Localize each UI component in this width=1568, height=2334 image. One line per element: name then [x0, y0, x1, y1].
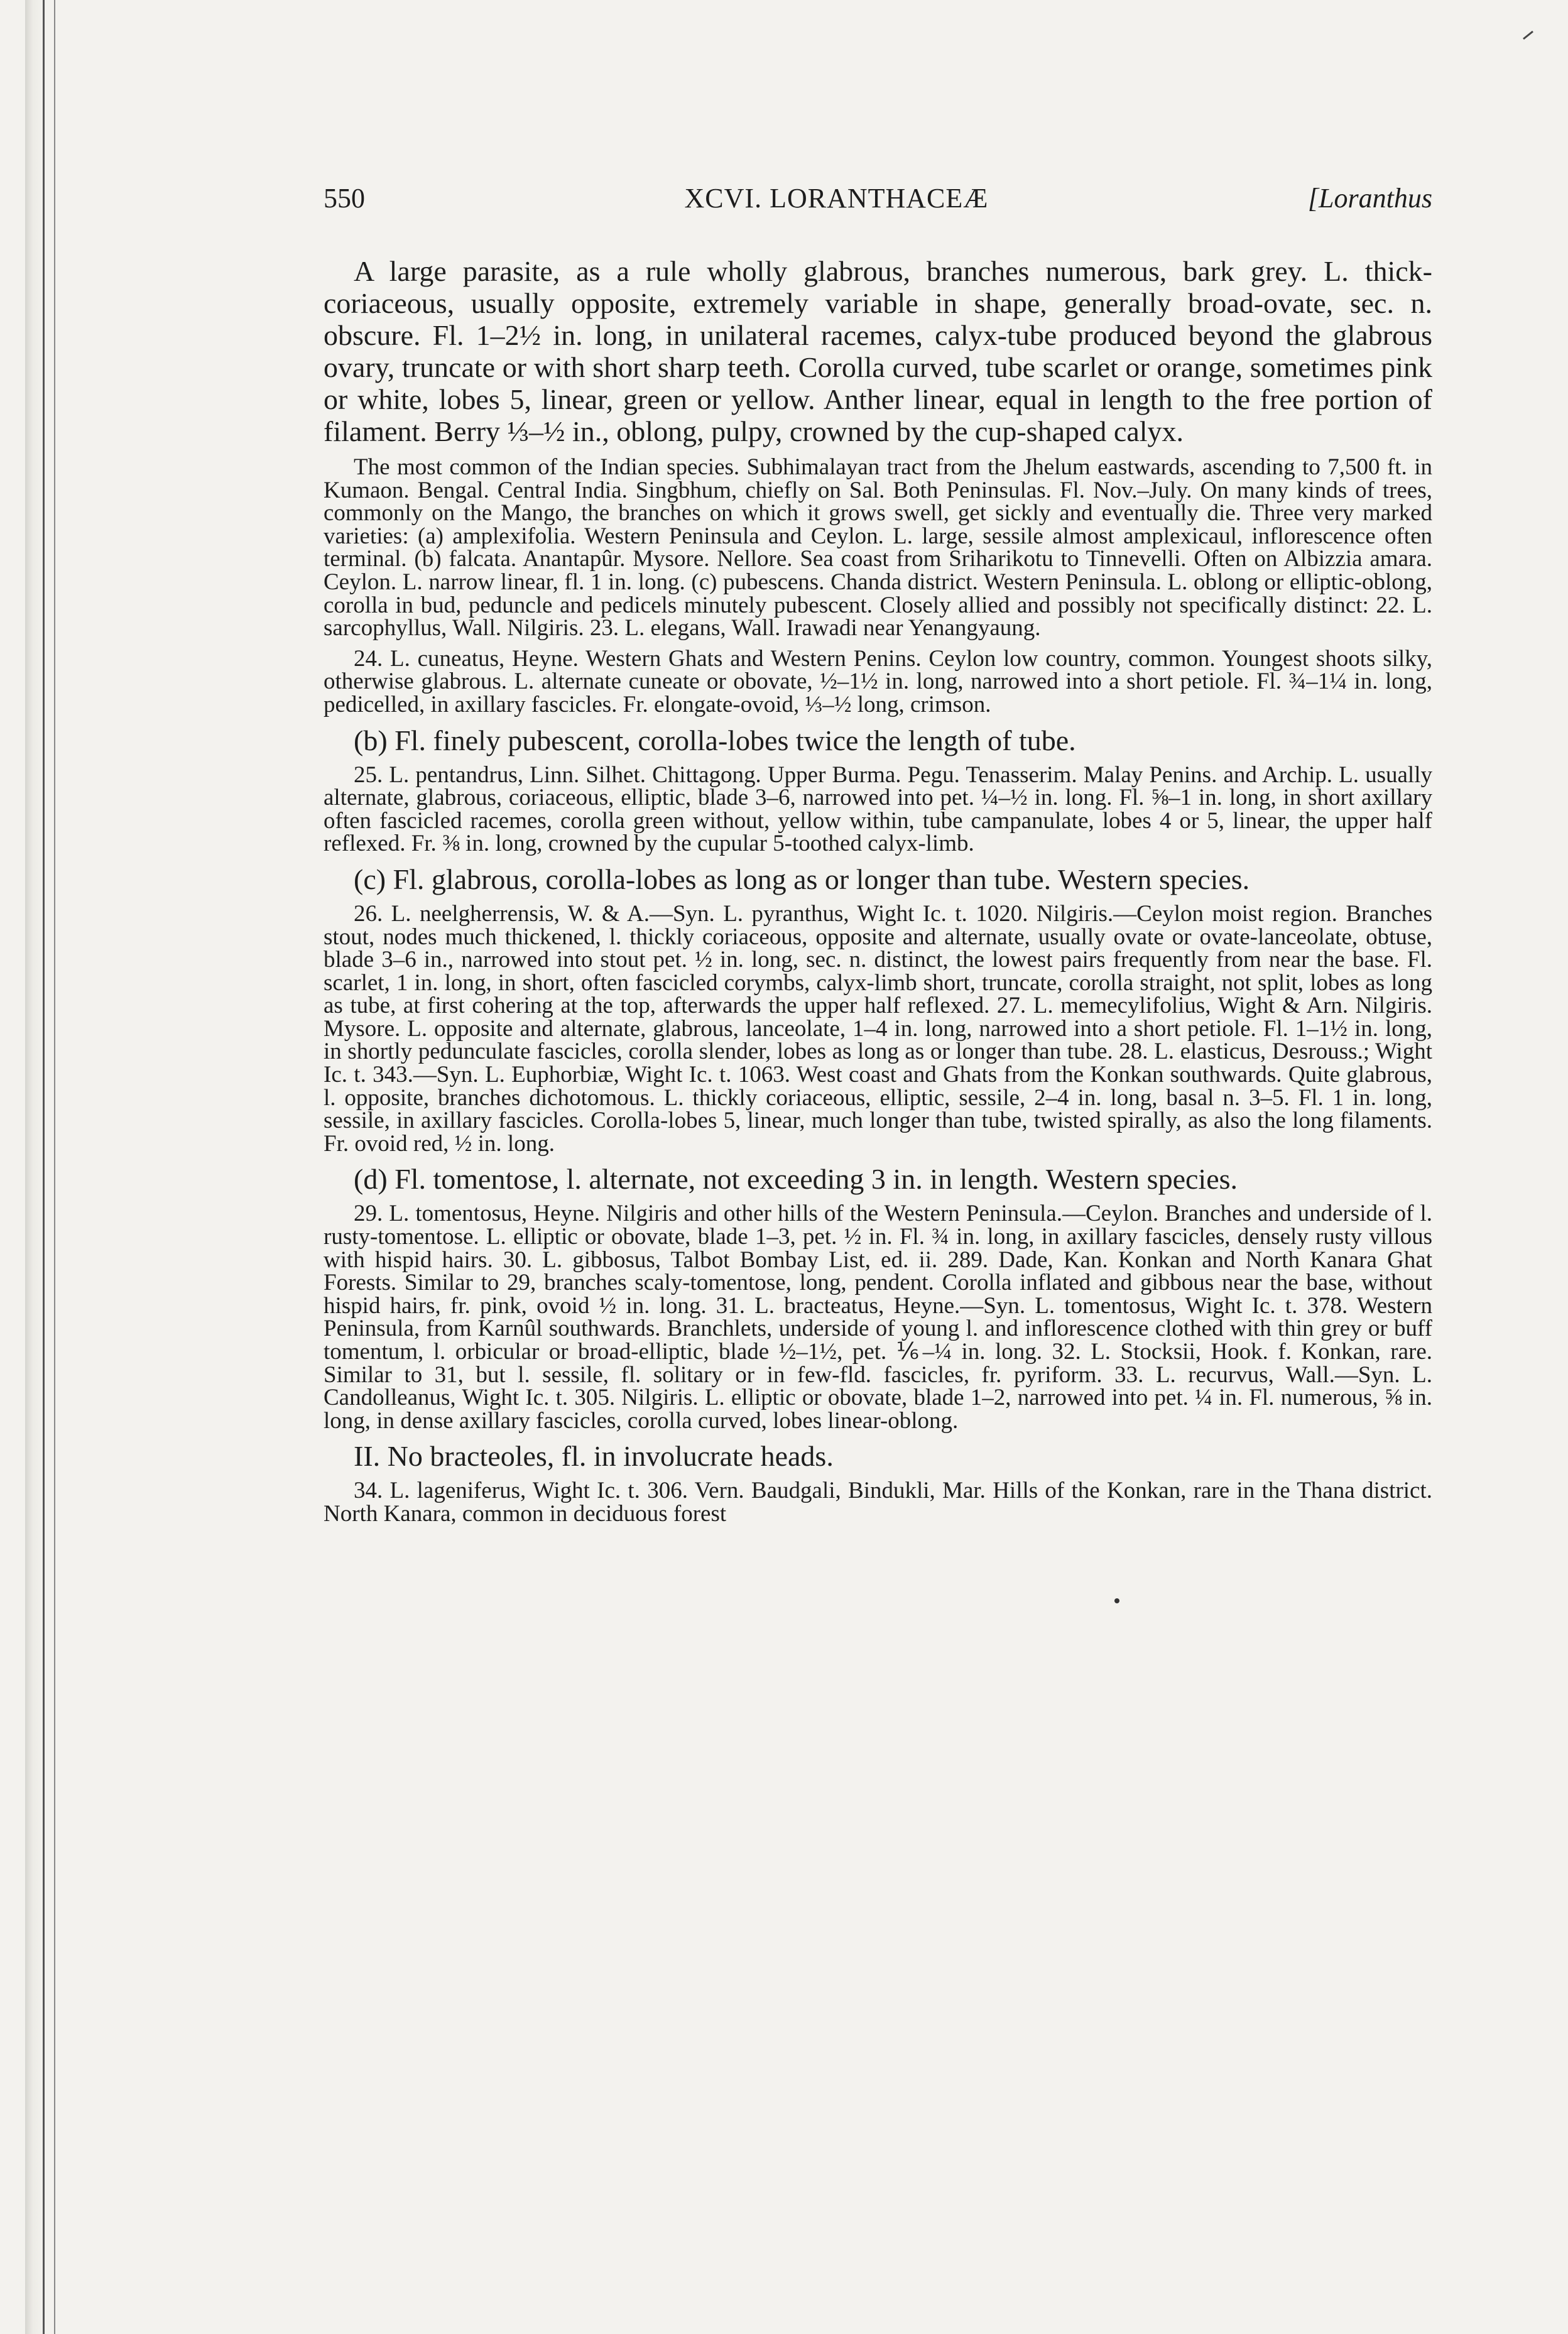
section-ii-heading: II. No bracteoles, fl. in involucrate heads.	[354, 1440, 834, 1473]
distribution-paragraph: The most common of the Indian species. Subhimalayan tract from the Jhelum eastwards, ascending to 7,500 ft. in Kumaon. Bengal. Central India. Singbhum, chiefly on Sal. Both Peninsulas. Fl. Nov.–July. On many kinds of trees, commonly on the Mango, the branches on which it grows swell, get sickly and eventually die. Three very marked varieties: (a) amplexifolia. Western Peninsula and Ceylon. L. large, sessile almost amplexicaul, inflorescence often terminal. (b) falcata. Anantapûr. Mysore. Nellore. Sea coast from Sriharikotu to Tinnevelli. Often on Albizzia amara. Ceylon. L. narrow linear, fl. 1 in. long. (c) pubescens. Chanda district. Western Peninsula. L. oblong or elliptic-oblong, corolla in bud, peduncle and pedicels minutely pubescent. Closely allied and possibly not specifically distinct: 22. L. sarcophyllus, Wall. Nilgiris. 23. L. elegans, Wall. Irawadi near Yenangyaung.	[324, 454, 1432, 641]
page-number: 550	[324, 183, 365, 214]
subsection-c-heading: (c) Fl. glabrous, corolla-lobes as long as or longer than tube. Western species.	[354, 863, 1250, 895]
species-24-paragraph: 24. L. cuneatus, Heyne. Western Ghats and Western Penins. Ceylon low country, common. Youngest shoots silky, otherwise glabrous. L. alternate cuneate or obovate, ½–1½ in. long, narrowed into a short petiole. Fl. ¾–1¼ in. long, pedicelled, in axillary fascicles. Fr. elongate-ovoid, ⅓–½ long, crimson.	[324, 645, 1432, 717]
scan-dot	[1114, 1598, 1119, 1603]
scan-mark-top-right	[1523, 31, 1533, 39]
page-content	[324, 182, 1432, 1534]
species-26-28-paragraph: 26. L. neelgherrensis, W. & A.—Syn. L. pyranthus, Wight Ic. t. 1020. Nilgiris.—Ceylon moist region. Branches stout, nodes much thickened, l. thickly coriaceous, opposite and alternate, usually ovate or ovate-lanceolate, obtuse, blade 3–6 in., narrowed into stout pet. ½ in. long, sec. n. distinct, the lowest pairs frequently from near the base. Fl. scarlet, 1 in. long, in short, often fascicled corymbs, calyx-limb short, truncate, corolla straight, not split, lobes as long as tube, at first cohering at the top, afterwards the upper half reflexed. 27. L. memecylifolius, Wight & Arn. Nilgiris. Mysore. L. opposite and alternate, glabrous, lanceolate, 1–4 in. long, narrowed into a short petiole. Fl. 1–1½ in. long, in shortly pedunculate fascicles, corolla slender, lobes as long as or longer than tube. 28. L. elasticus, Desrouss.; Wight Ic. t. 343.—Syn. L. Euphorbiæ, Wight Ic. t. 1063. West coast and Ghats from the Konkan southwards. Quite glabrous, l. opposite, branches dichotomous. L. thickly coriaceous, elliptic, sessile, 2–4 in. long, basal n. 3–5. Fl. 1 in. long, sessile, in axillary fascicles. Corolla-lobes 5, linear, much longer than tube, twisted spirally, as also the long filaments. Fr. ovoid red, ½ in. long.	[324, 900, 1432, 1157]
description-paragraph: A large parasite, as a rule wholly glabrous, branches numerous, bark grey. L. thick-coriaceous, usually opposite, extremely variable in shape, generally broad-ovate, sec. n. obscure. Fl. 1–2½ in. long, in unilateral racemes, calyx-tube produced beyond the glabrous ovary, truncate or with short sharp teeth. Corolla curved, tube scarlet or orange, sometimes pink or white, lobes 5, linear, green or yellow. Anther linear, equal in length to the free portion of filament. Berry ⅓–½ in., oblong, pulpy, crowned by the cup-shaped calyx.	[324, 255, 1432, 447]
species-34-paragraph: 34. L. lageniferus, Wight Ic. t. 306. Vern. Baudgali, Bindukli, Mar. Hills of the Konkan, rare in the Thana district. North Kanara, common in deciduous forest	[324, 1478, 1432, 1527]
section-title: [Loranthus	[1307, 183, 1432, 214]
running-header	[324, 182, 1432, 216]
book-gutter	[25, 0, 63, 2334]
subsection-d-heading: (d) Fl. tomentose, l. alternate, not exceeding 3 in. in length. Western species.	[354, 1163, 1238, 1196]
subsection-b-heading: (b) Fl. finely pubescent, corolla-lobes twice the length of tube.	[354, 724, 1076, 756]
species-29-33-paragraph: 29. L. tomentosus, Heyne. Nilgiris and other hills of the Western Peninsula.—Ceylon. Branches and underside of l. rusty-tomentose. L. elliptic or obovate, blade 1–3, pet. ½ in. Fl. ¾ in. long, in axillary fascicles, densely rusty villous with hispid hairs. 30. L. gibbosus, Talbot Bombay List, ed. ii. 289. Dade, Kan. Konkan and North Kanara Ghat Forests. Similar to 29, branches scaly-tomentose, long, pendent. Corolla inflated and gibbous near the base, without hispid hairs, fr. pink, ovoid ½ in. long. 31. L. bracteatus, Heyne.—Syn. L. tomentosus, Wight Ic. t. 378. Western Peninsula, from Karnûl southwards. Branchlets, underside of young l. and inflorescence clothed with thin grey or buff tomentum, l. orbicular or broad-elliptic, blade ½–1½, pet. ⅙–¼ in. long. 32. L. Stocksii, Hook. f. Konkan, rare. Similar to 31, but l. sessile, fl. solitary or in few-fld. fascicles, fr. pyriform. 33. L. recurvus, Wall.—Syn. L. Candolleanus, Wight Ic. t. 305. Nilgiris. L. elliptic or obovate, blade 1–2, narrowed into pet. ¼ in. Fl. numerous, ⅝ in. long, in dense axillary fascicles, corolla curved, lobes linear-oblong.	[324, 1201, 1432, 1434]
chapter-title: XCVI. LORANTHACEÆ	[684, 183, 989, 214]
species-25-paragraph: 25. L. pentandrus, Linn. Silhet. Chittagong. Upper Burma. Pegu. Tenasserim. Malay Penins. and Archip. L. usually alternate, glabrous, coriaceous, elliptic, blade 3–6, narrowed into pet. ¼–½ in. long. Fl. ⅝–1 in. long, in short axillary often fascicled racemes, corolla green without, yellow within, tube campanulate, lobes 4 or 5, linear, the upper half reflexed. Fr. ⅜ in. long, crowned by the cupular 5-toothed calyx-limb.	[324, 761, 1432, 857]
